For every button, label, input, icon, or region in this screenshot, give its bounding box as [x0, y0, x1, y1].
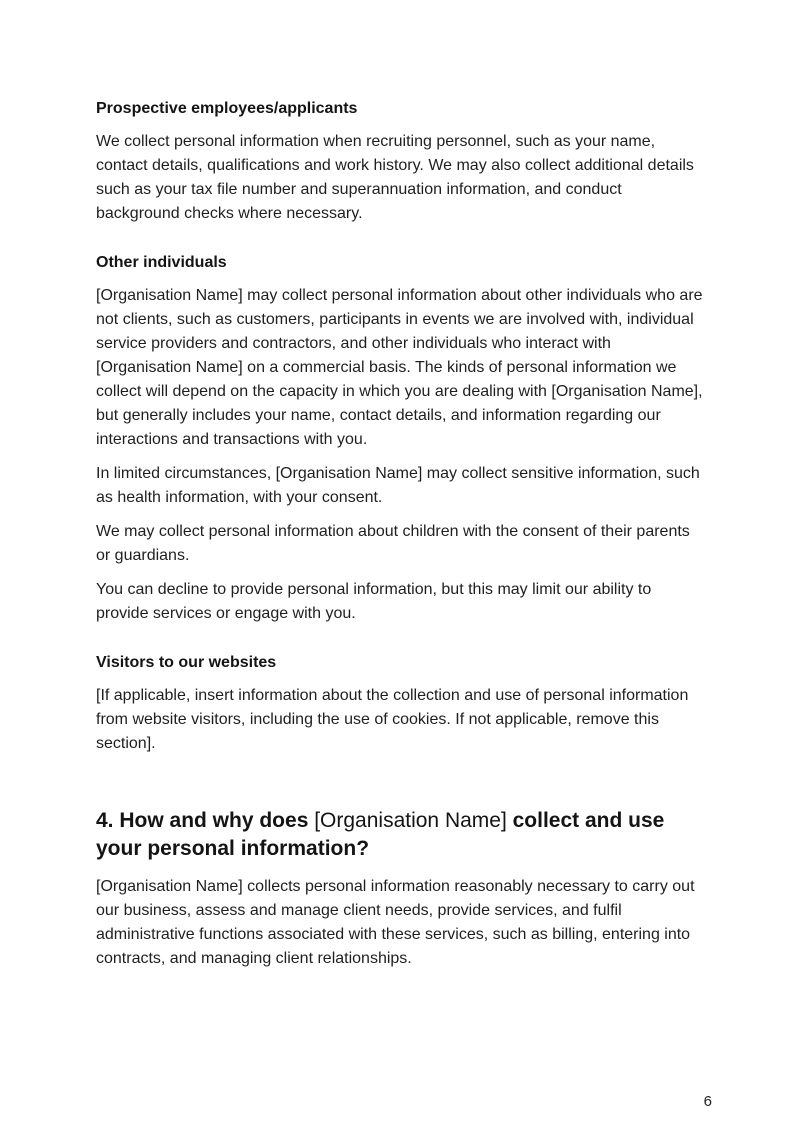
paragraph-other-individuals-1: [Organisation Name] may collect personal information about other individuals who are not clients, such as customers, participants in events we are involved with, individual service providers and contractors, and other individuals who interact with [Organisation Name] on a commercial basis. The kinds of personal information we collect will depend on the capacity in which you are dealing with [Organisation Name], but generally includes your name, contact details, and information regarding our interactions and transactions with you. [96, 287, 703, 448]
heading-section-4-org-name: [Organisation Name] [314, 809, 507, 832]
paragraph-other-individuals-3: We may collect personal information about children with the consent of their parents or guardians. [96, 523, 690, 564]
paragraph-prospective-employees: We collect personal information when recruiting personnel, such as your name, contact details, qualifications and work history. We may also collect additional details such as your tax file number and superannuation information, and conduct background checks where necessary. [96, 133, 694, 222]
paragraph-section-4-intro: [Organisation Name] collects personal information reasonably necessary to carry out our business, assess and manage client needs, provide services, and fulfil administrative functions associated with these services, such as billing, entering into contracts, and managing client relationships. [96, 878, 695, 967]
subheading-website-visitors: Visitors to our websites [96, 654, 277, 671]
page-number: 6 [703, 1093, 712, 1110]
subheading-other-individuals: Other individuals [96, 254, 227, 271]
paragraph-other-individuals-2: In limited circumstances, [Organisation Name] may collect sensitive information, such as health information, with your consent. [96, 465, 700, 506]
heading-section-4-bold-2: collect and use your personal information? [96, 809, 665, 860]
subheading-prospective-employees: Prospective employees/applicants [96, 100, 358, 117]
paragraph-other-individuals-4: You can decline to provide personal information, but this may limit our ability to provide services or engage with you. [96, 581, 652, 622]
paragraph-website-visitors: [If applicable, insert information about the collection and use of personal information from website visitors, including the use of cookies. If not applicable, remove this section]. [96, 687, 689, 752]
heading-section-4-bold-1: 4. How and why does [96, 809, 315, 832]
heading-section-4 [96, 807, 704, 863]
